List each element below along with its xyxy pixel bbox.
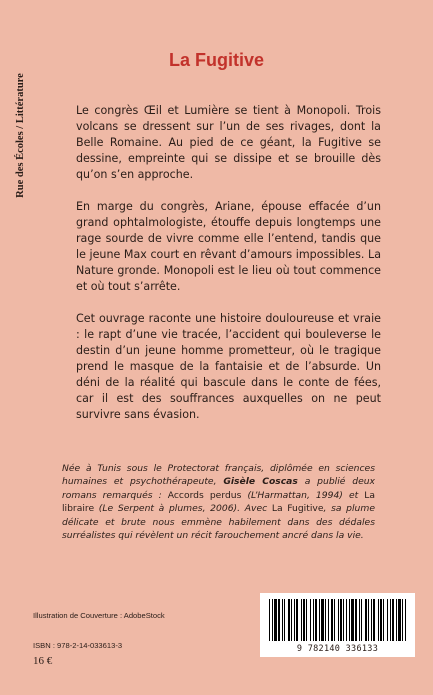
barcode-bar (387, 599, 388, 641)
barcode-bar (321, 599, 324, 641)
barcode-bar (315, 599, 317, 641)
book-title: La Fugitive (168, 50, 264, 70)
barcode-bar (346, 599, 347, 641)
synopsis-paragraph: En marge du congrès, Ariane, épouse effacée d’un grand ophtalmologiste, étouffe depuis longtemps une rage sourde de vivre comme elle l’entend, tandis que le jeune Max court en rêvant d’amours impossibles. La Nature gronde. Monopoli est le lieu où tout commence et où tout s’arrête. (76, 200, 381, 293)
barcode-bar (294, 599, 295, 641)
barcode-bar (319, 599, 320, 641)
bio-segment: (Le Serpent à plumes, 2006). Avec (94, 503, 272, 515)
barcode-bars (269, 599, 406, 641)
barcode-bar (368, 599, 369, 641)
barcode-bar (278, 599, 280, 641)
synopsis-paragraph: Cet ouvrage raconte une histoire douloureuse et vraie : le rapt d’une vie tracée, l’accident qui bouleverse le destin d’un jeune homme prometteur, où le tragique prend le masque de la fantaisie et de l’absurde. Un déni de la réalité qui bascule dans le conte de fées, car il est des souffrances auxquelles on ne peut survivre sans évasion. (76, 312, 381, 421)
author-name: Gisèle Coscas (223, 476, 298, 488)
barcode-bar (288, 599, 290, 641)
barcode-bar (355, 599, 357, 641)
barcode-bar (396, 599, 397, 641)
barcode-bar (313, 599, 314, 641)
barcode-bar (390, 599, 391, 641)
barcode-bar (349, 599, 350, 641)
bio-segment: , sa plume délicate et brute nous emmène habilement dans des dédales surréalistes qui révèlent un récit farouchement ancré dans la vie. (62, 503, 375, 542)
collection-name: Rue des Écoles / Littérature (14, 72, 26, 198)
book-reference: Accords perdus (167, 489, 242, 501)
synopsis-paragraph: Le congrès Œil et Lumière se tient à Monopoli. Trois volcans se dressent sur l’un de ses rivages, dont la Belle Romaine. Au pied de ce géant, la Fugitive se dessine, empreinte qui se dissipe et se brouille dès qu’on s’en approche. (76, 104, 381, 181)
barcode-bar (359, 599, 360, 641)
barcode-bar (303, 599, 305, 641)
bio-segment: Née à Tunis sous le Protectorat français, diplômée en sciences humaines et psychothérapeute, (62, 463, 375, 488)
barcode-bar (269, 599, 270, 641)
barcode-bar (398, 599, 401, 641)
barcode-digits: 9 782140 336133 (296, 644, 379, 654)
author-bio-text (62, 462, 375, 542)
barcode-bar (306, 599, 307, 641)
barcode-bar (334, 599, 335, 641)
barcode-bar (351, 599, 354, 641)
book-reference: La libraire (62, 489, 375, 515)
barcode-bar (365, 599, 367, 641)
synopsis (76, 103, 381, 439)
barcode-bar (392, 599, 394, 641)
barcode-bar (343, 599, 344, 641)
bio-segment: (L’Harmattan, 1994) et (241, 489, 365, 501)
book-reference: La Fugitive (271, 503, 324, 515)
barcode-bar (371, 599, 372, 641)
barcode-bar (328, 599, 329, 641)
barcode-bar (274, 599, 277, 641)
barcode-bar (361, 599, 362, 641)
barcode-bar (284, 599, 285, 641)
barcode-bar (380, 599, 382, 641)
price: 16 € (33, 655, 53, 667)
barcode-bar (272, 599, 273, 641)
barcode-bar (340, 599, 342, 641)
barcode-bar (402, 599, 403, 641)
bio-segment: a publié deux romans remarqués : (62, 476, 375, 501)
barcode-bar (282, 599, 283, 641)
cover-credit: Illustration de Couverture : AdobeStock (33, 611, 165, 620)
barcode-bar (383, 599, 384, 641)
barcode-bar (291, 599, 292, 641)
barcode-bar (373, 599, 375, 641)
barcode-bar (310, 599, 311, 641)
barcode-bar (301, 599, 302, 641)
barcode-bar (296, 599, 298, 641)
author-bio (62, 462, 375, 542)
barcode-bar (338, 599, 339, 641)
barcode-bar (331, 599, 333, 641)
barcode-bar (378, 599, 379, 641)
barcode-bar (325, 599, 326, 641)
barcode-bar (405, 599, 406, 641)
barcode (260, 593, 415, 657)
isbn: ISBN : 978-2-14-033613-3 (33, 641, 123, 650)
